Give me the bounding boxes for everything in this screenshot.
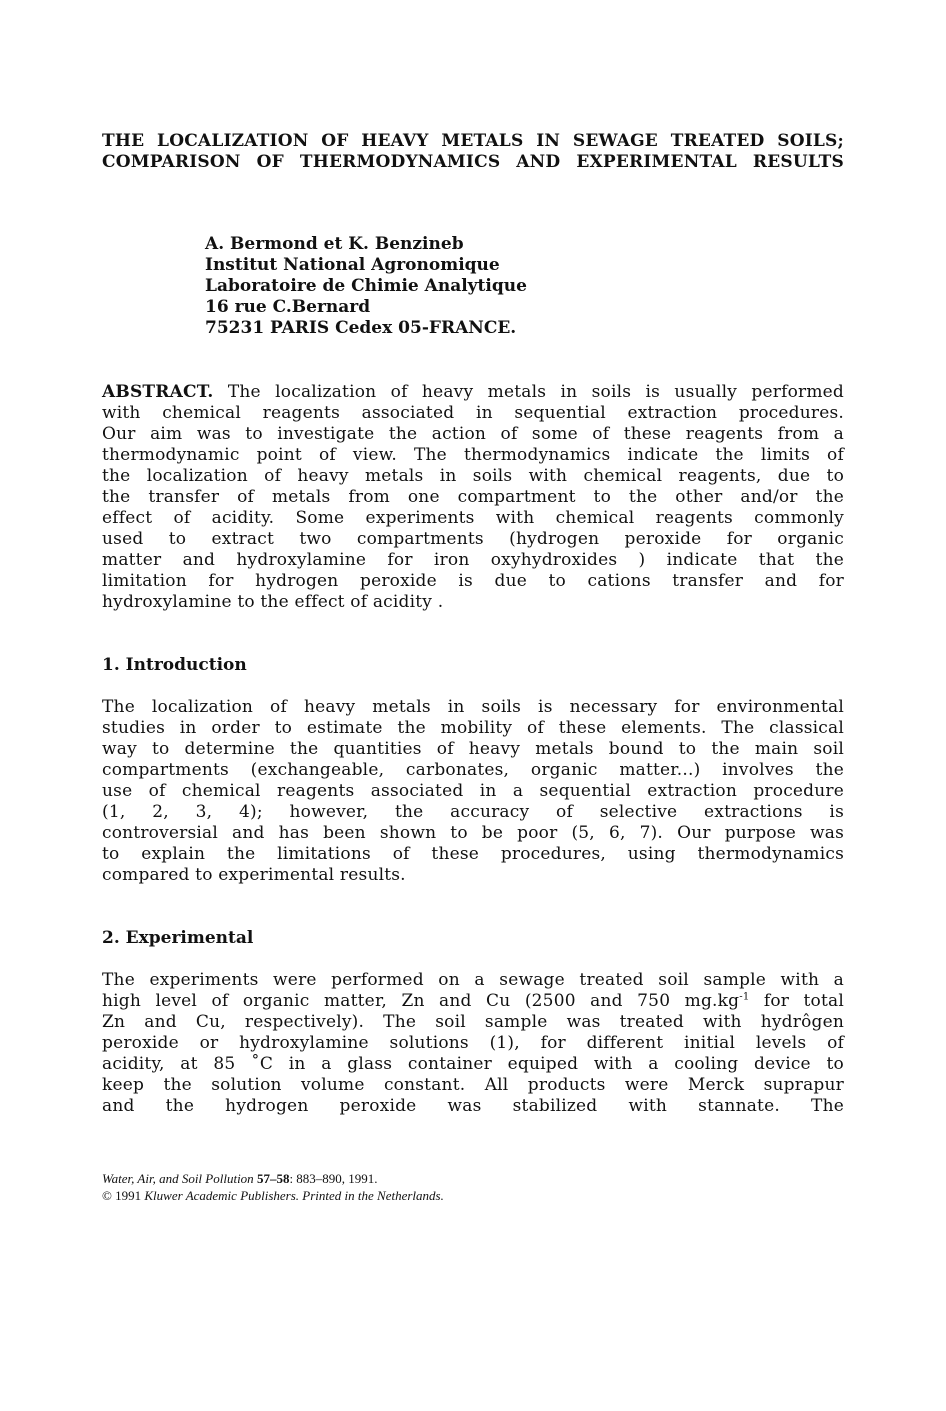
paragraph-line: high level of organic matter, Zn and Cu (2500 and 750 $mg.kg^{-1}$ for total <box>102 991 844 1011</box>
section-heading-introduction: 1. Introduction <box>102 655 247 675</box>
paragraph-line: acidity, at 85 ˚C in a glass container equiped with a cooling device to <box>102 1054 844 1074</box>
paper-title <box>102 131 844 173</box>
paragraph-line: keep the solution volume constant. All products were Merck suprapur <box>102 1075 844 1095</box>
abstract-line: used to extract two compartments (hydrogen peroxide for organic <box>102 529 844 549</box>
paragraph-line: compared to experimental results. <box>102 865 406 885</box>
paragraph-line: The localization of heavy metals in soils is necessary for environmental <box>102 697 844 717</box>
abstract-line: matter and hydroxylamine for iron oxyhydroxides ) indicate that the <box>102 550 844 570</box>
journal-volume: 57–58 <box>256 1171 290 1186</box>
paragraph-line: compartments (exchangeable, carbonates, organic matter...) involves the <box>102 760 844 780</box>
author-names: A. Bermond et K. Benzineb <box>205 234 464 254</box>
abstract-line: Our aim was to investigate the action of some of these reagents from a <box>102 424 844 444</box>
abstract-line: thermodynamic point of view. The thermodynamics indicate the limits of <box>102 445 844 465</box>
author-institute: Institut National Agronomique <box>205 255 500 275</box>
copyright-line <box>102 1187 444 1204</box>
paragraph-line: studies in order to estimate the mobility of these elements. The classical <box>102 718 844 738</box>
abstract-line: ABSTRACT. The localization of heavy metals in soils is usually performed <box>102 382 844 402</box>
title-line-2: COMPARISON OF THERMODYNAMICS AND EXPERIMENTAL RESULTS <box>102 152 844 172</box>
journal-name: Water, Air, and Soil Pollution <box>102 1171 254 1186</box>
author-city: 75231 PARIS Cedex 05-FRANCE. <box>205 318 517 338</box>
citation-line <box>102 1170 444 1187</box>
abstract-line: hydroxylamine to the effect of acidity . <box>102 592 444 612</box>
introduction-paragraph <box>102 697 844 886</box>
experimental-paragraph <box>102 970 844 1117</box>
abstract-line: with chemical reagents associated in sequential extraction procedures. <box>102 403 844 423</box>
copyright-symbol: © 1991 <box>102 1188 145 1203</box>
paragraph-line: and the hydrogen peroxide was stabilized with stannate. The <box>102 1096 844 1116</box>
paragraph-line: controversial and has been shown to be poor (5, 6, 7). Our purpose was <box>102 823 844 843</box>
abstract-line: the localization of heavy metals in soils with chemical reagents, due to <box>102 466 844 486</box>
journal-pages: : 883–890, 1991. <box>289 1171 378 1186</box>
abstract-line: limitation for hydrogen peroxide is due to cations transfer and for <box>102 571 844 591</box>
author-street: 16 rue C.Bernard <box>205 297 371 317</box>
paragraph-line: way to determine the quantities of heavy metals bound to the main soil <box>102 739 844 759</box>
superscript: -1 <box>739 991 750 1003</box>
paragraph-line: to explain the limitations of these procedures, using thermodynamics <box>102 844 844 864</box>
journal-footer <box>102 1170 444 1204</box>
abstract-line: the transfer of metals from one compartment to the other and/or the <box>102 487 844 507</box>
abstract-line: effect of acidity. Some experiments with chemical reagents commonly <box>102 508 844 528</box>
section-heading-experimental: 2. Experimental <box>102 928 254 948</box>
author-block <box>205 234 527 339</box>
paragraph-line: The experiments were performed on a sewage treated soil sample with a <box>102 970 844 990</box>
abstract-label: ABSTRACT. <box>102 382 214 402</box>
abstract <box>102 382 844 613</box>
paragraph-line: Zn and Cu, respectively). The soil sample was treated with hydrôgen <box>102 1012 844 1032</box>
paragraph-line: use of chemical reagents associated in a sequential extraction procedure <box>102 781 844 801</box>
publisher: Kluwer Academic Publishers. Printed in the Netherlands. <box>144 1188 444 1203</box>
title-line-1: THE LOCALIZATION OF HEAVY METALS IN SEWAGE TREATED SOILS; <box>102 131 844 151</box>
paragraph-line: (1, 2, 3, 4); however, the accuracy of selective extractions is <box>102 802 844 822</box>
paragraph-line: peroxide or hydroxylamine solutions (1), for different initial levels of <box>102 1033 844 1053</box>
author-lab: Laboratoire de Chimie Analytique <box>205 276 527 296</box>
